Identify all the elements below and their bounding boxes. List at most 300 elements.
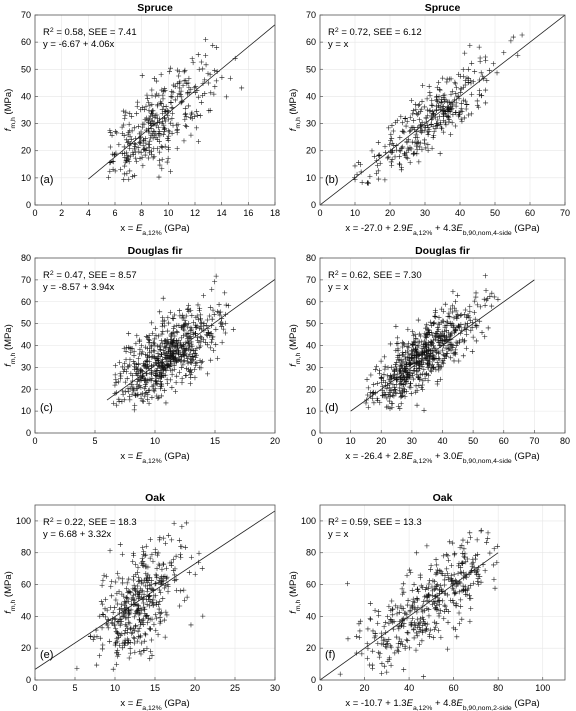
data-point	[434, 98, 439, 103]
data-point	[426, 582, 431, 587]
data-point	[411, 108, 416, 113]
data-point	[467, 530, 472, 535]
data-point	[155, 396, 160, 401]
text-part: E	[406, 698, 413, 709]
text-part: 2	[334, 269, 339, 277]
data-point	[416, 343, 421, 348]
data-point	[145, 575, 150, 580]
data-point	[158, 590, 163, 595]
data-point	[477, 45, 482, 50]
data-point	[151, 622, 156, 627]
data-point	[405, 573, 410, 578]
data-point	[414, 383, 419, 388]
data-point	[384, 645, 389, 650]
data-point	[469, 92, 474, 97]
data-point	[369, 148, 374, 153]
data-point	[437, 343, 442, 348]
text-part: y = x	[328, 282, 349, 293]
data-point	[135, 565, 140, 570]
text-part: (GPa)	[161, 223, 190, 234]
data-point	[181, 588, 186, 593]
panel-letter: (d)	[325, 402, 339, 414]
y-tick-label: 80	[20, 253, 31, 263]
data-point	[164, 104, 169, 109]
data-point	[228, 76, 233, 81]
x-tick-label: 16	[243, 208, 254, 218]
y-axis-label	[288, 89, 302, 132]
data-point	[413, 107, 418, 112]
data-point	[474, 290, 479, 295]
data-point	[153, 94, 158, 99]
data-point	[188, 325, 193, 330]
data-point	[452, 590, 457, 595]
y-tick-label: 70	[20, 274, 31, 285]
plot-area	[320, 15, 565, 205]
data-point	[156, 562, 161, 567]
data-point	[352, 163, 357, 168]
data-point	[112, 383, 117, 388]
data-point	[434, 562, 439, 567]
data-point	[428, 567, 433, 572]
text-part: y = 6.68 + 3.32x	[43, 529, 112, 540]
y-tick-label: 100	[300, 515, 316, 526]
fit-annotation	[328, 270, 422, 282]
text-part: y = x	[328, 529, 349, 540]
data-point	[408, 160, 413, 165]
data-point	[158, 615, 163, 620]
data-point	[375, 641, 380, 646]
data-point	[429, 585, 434, 590]
panel-letter: (b)	[325, 174, 339, 186]
data-point	[397, 154, 402, 159]
data-point	[138, 651, 143, 656]
data-point	[156, 632, 161, 637]
x-tick-label: 50	[468, 436, 479, 446]
y-tick-label: 20	[305, 145, 316, 156]
y-tick-label: 30	[20, 362, 31, 373]
data-point	[195, 113, 200, 118]
data-point	[118, 374, 123, 379]
data-point	[186, 321, 191, 326]
data-point	[132, 583, 137, 588]
data-point	[211, 92, 216, 97]
data-point	[416, 159, 421, 164]
x-tick-label: 10	[109, 683, 121, 693]
data-point	[139, 396, 144, 401]
data-point	[169, 537, 174, 542]
text-part: (MPa)	[3, 88, 14, 118]
data-point	[107, 639, 112, 644]
data-point	[122, 361, 127, 366]
data-point	[422, 594, 427, 599]
data-point	[148, 649, 153, 654]
text-part: (GPa)	[511, 223, 540, 234]
panel-letter: (a)	[40, 174, 54, 186]
chart-panel	[3, 2, 280, 237]
data-point	[354, 634, 359, 639]
data-point	[135, 104, 140, 109]
data-point	[125, 596, 130, 601]
data-point	[120, 645, 125, 650]
data-point	[224, 303, 229, 308]
data-point	[179, 544, 184, 549]
data-point	[495, 297, 500, 302]
x-tick-label: 0	[32, 683, 38, 693]
data-point	[208, 90, 213, 95]
data-point	[124, 624, 129, 629]
data-point	[458, 604, 463, 609]
data-point	[457, 621, 462, 626]
data-point	[176, 122, 181, 127]
text-part: E	[135, 223, 143, 234]
data-point	[407, 145, 412, 150]
fit-annotation	[43, 27, 137, 39]
data-point	[377, 655, 382, 660]
text-part: 2	[49, 269, 54, 277]
y-axis-label	[3, 324, 17, 367]
data-point	[412, 620, 417, 625]
data-point	[469, 61, 474, 66]
text-part: R	[328, 270, 335, 281]
data-point	[475, 537, 480, 542]
data-point	[138, 622, 143, 627]
data-point	[124, 357, 129, 362]
data-point	[479, 580, 484, 585]
data-point	[132, 650, 137, 655]
data-point	[119, 631, 124, 636]
data-point	[149, 653, 154, 658]
data-point	[132, 125, 137, 130]
data-point	[203, 37, 208, 42]
data-point	[145, 96, 150, 101]
data-point	[459, 561, 464, 566]
data-point	[401, 581, 406, 586]
data-point	[401, 667, 406, 672]
data-point	[399, 401, 404, 406]
data-point	[188, 375, 193, 380]
data-point	[390, 382, 395, 387]
data-point	[121, 392, 126, 397]
data-point	[170, 94, 175, 99]
data-point	[427, 578, 432, 583]
data-point	[416, 589, 421, 594]
x-tick-label: 80	[493, 683, 504, 693]
text-part: + 3.0	[432, 451, 457, 462]
data-point	[415, 587, 420, 592]
data-point	[156, 93, 161, 98]
y-tick-label: 60	[305, 296, 316, 307]
data-point	[431, 133, 436, 138]
data-point	[200, 359, 205, 364]
text-part: R	[43, 27, 50, 38]
data-point	[379, 671, 384, 676]
data-point	[182, 117, 187, 122]
fit-annotation	[43, 517, 137, 529]
data-point	[365, 377, 370, 382]
data-point	[166, 156, 171, 161]
y-tick-label: 30	[20, 118, 31, 129]
data-point	[188, 622, 193, 627]
data-point	[430, 362, 435, 367]
text-part: x = -26.4 + 2.8	[345, 451, 407, 462]
text-part: R	[328, 27, 335, 38]
data-point	[143, 382, 148, 387]
data-point	[433, 310, 438, 315]
data-point	[123, 110, 128, 115]
data-point	[162, 129, 167, 134]
data-point	[123, 389, 128, 394]
data-point	[435, 117, 440, 122]
y-tick-label: 40	[305, 340, 316, 351]
data-point	[479, 70, 484, 75]
data-point	[108, 144, 113, 149]
data-point	[192, 375, 197, 380]
data-point	[370, 666, 375, 671]
data-point	[441, 616, 446, 621]
data-point	[365, 656, 370, 661]
y-tick-label: 70	[305, 10, 316, 20]
data-point	[212, 84, 217, 89]
data-point	[356, 621, 361, 626]
data-point	[133, 562, 138, 567]
data-point	[467, 309, 472, 314]
data-point	[169, 89, 174, 94]
data-point	[423, 587, 428, 592]
data-point	[172, 578, 177, 583]
fit-annotation	[328, 39, 349, 50]
data-point	[136, 629, 141, 634]
data-point	[463, 551, 468, 556]
data-point	[152, 76, 157, 81]
data-point	[155, 344, 160, 349]
data-point	[178, 588, 183, 593]
data-point	[174, 128, 179, 133]
data-point	[415, 596, 420, 601]
y-tick-label: 30	[305, 362, 316, 373]
data-point	[450, 89, 455, 94]
y-tick-label: 20	[20, 145, 31, 156]
data-point	[161, 132, 166, 137]
text-part: E	[406, 223, 413, 234]
fit-annotation	[328, 282, 349, 293]
data-point	[483, 54, 488, 59]
data-point	[482, 334, 487, 339]
data-point	[157, 599, 162, 604]
y-tick-label: 20	[20, 384, 31, 395]
panel-letter: (e)	[40, 649, 54, 661]
data-point	[165, 381, 170, 386]
text-part: (GPa)	[161, 698, 190, 709]
data-point	[511, 35, 516, 40]
y-tick-label: 0	[310, 428, 316, 438]
data-point	[208, 72, 213, 77]
data-point	[425, 108, 430, 113]
data-point	[468, 328, 473, 333]
data-point	[208, 305, 213, 310]
y-axis-label	[288, 571, 302, 614]
data-point	[165, 329, 170, 334]
data-point	[371, 400, 376, 405]
data-point	[426, 148, 431, 153]
data-point	[495, 544, 500, 549]
text-part: m,h	[294, 352, 302, 365]
data-point	[396, 649, 401, 654]
data-point	[416, 103, 421, 108]
x-tick-label: 5	[92, 436, 98, 446]
data-point	[115, 571, 120, 576]
chart-title: Oak	[432, 492, 453, 504]
data-point	[140, 73, 145, 78]
data-point	[193, 361, 198, 366]
data-point	[123, 638, 128, 643]
data-point	[183, 106, 188, 111]
y-tick-label: 60	[20, 296, 31, 307]
data-point	[208, 358, 213, 363]
y-tick-label: 80	[305, 547, 316, 558]
data-point	[177, 603, 182, 608]
data-point	[166, 584, 171, 589]
data-point	[153, 581, 158, 586]
data-point	[141, 622, 146, 627]
data-point	[208, 345, 213, 350]
data-point	[113, 579, 118, 584]
data-point	[167, 129, 172, 134]
x-tick-label: 18	[269, 208, 281, 218]
data-point	[100, 602, 105, 607]
data-point	[140, 163, 145, 168]
data-point	[345, 636, 350, 641]
data-point	[410, 329, 415, 334]
data-point	[460, 560, 465, 565]
data-point	[414, 144, 419, 149]
y-tick-label: 60	[305, 37, 316, 48]
data-point	[165, 160, 170, 165]
data-point	[208, 108, 213, 113]
text-part: x =	[120, 223, 136, 234]
data-point	[444, 79, 449, 84]
data-point	[160, 596, 165, 601]
data-point	[195, 338, 200, 343]
x-tick-label: 15	[149, 683, 161, 693]
data-point	[164, 566, 169, 571]
data-point	[467, 593, 472, 598]
data-point	[403, 394, 408, 399]
data-point	[424, 322, 429, 327]
data-point	[437, 94, 442, 99]
data-point	[438, 151, 443, 156]
data-point	[168, 169, 173, 174]
data-point	[166, 145, 171, 150]
data-point	[118, 167, 123, 172]
data-point	[447, 539, 452, 544]
data-point	[413, 102, 418, 107]
data-point	[453, 123, 458, 128]
data-point	[486, 530, 491, 535]
data-point	[508, 38, 513, 43]
x-tick-label: 30	[406, 436, 417, 446]
data-point	[407, 645, 412, 650]
data-point	[483, 303, 488, 308]
data-point	[166, 589, 171, 594]
data-point	[456, 358, 461, 363]
data-point	[127, 397, 132, 402]
data-point	[452, 572, 457, 577]
data-point	[128, 646, 133, 651]
data-point	[188, 133, 193, 138]
x-tick-label: 60	[448, 683, 459, 693]
x-tick-label: 70	[559, 208, 571, 218]
data-point	[462, 555, 467, 560]
data-point	[462, 338, 467, 343]
data-point	[468, 606, 473, 611]
data-point	[150, 331, 155, 336]
data-point	[174, 380, 179, 385]
data-point	[457, 589, 462, 594]
data-point	[172, 344, 177, 349]
data-point	[370, 628, 375, 633]
data-point	[210, 43, 215, 48]
text-part: + 4.8	[432, 698, 457, 709]
data-point	[492, 546, 497, 551]
data-point	[424, 543, 429, 548]
data-point	[391, 129, 396, 134]
fit-annotation	[328, 529, 349, 540]
text-part: m,h	[294, 599, 302, 612]
data-point	[432, 314, 437, 319]
data-point	[367, 174, 372, 179]
data-point	[451, 600, 456, 605]
data-point	[462, 554, 467, 559]
y-tick-label: 0	[25, 675, 31, 685]
x-tick-label: 25	[229, 683, 241, 693]
data-point	[431, 635, 436, 640]
text-part: y = x	[328, 39, 349, 50]
data-point	[400, 144, 405, 149]
x-tick-label: 0	[317, 436, 323, 446]
text-part: b,90,nom,4-side	[462, 229, 512, 237]
data-point	[198, 113, 203, 118]
text-part: a,12%	[412, 229, 433, 237]
data-point	[222, 290, 227, 295]
data-point	[382, 664, 387, 669]
data-point	[103, 597, 108, 602]
data-point	[180, 313, 185, 318]
text-part: (GPa)	[511, 451, 540, 462]
data-point	[162, 126, 167, 131]
data-point	[492, 294, 497, 299]
x-tick-label: 15	[209, 436, 221, 446]
text-part: = 0.58, SEE = 7.41	[53, 27, 137, 38]
data-point	[443, 302, 448, 307]
data-point	[442, 582, 447, 587]
x-tick-label: 0	[32, 208, 38, 218]
text-part: a,12%	[142, 704, 162, 711]
data-point	[390, 157, 395, 162]
data-point	[132, 141, 137, 146]
data-point	[400, 350, 405, 355]
data-point	[408, 381, 413, 386]
data-point	[192, 114, 197, 119]
text-part: R	[43, 270, 50, 281]
y-tick-label: 50	[305, 318, 316, 329]
data-point	[453, 352, 458, 357]
data-point	[389, 663, 394, 668]
text-part: b,90,nom,4-side	[462, 457, 512, 465]
data-point	[205, 342, 210, 347]
data-point	[415, 147, 420, 152]
data-point	[384, 670, 389, 675]
text-part: f	[288, 611, 299, 614]
